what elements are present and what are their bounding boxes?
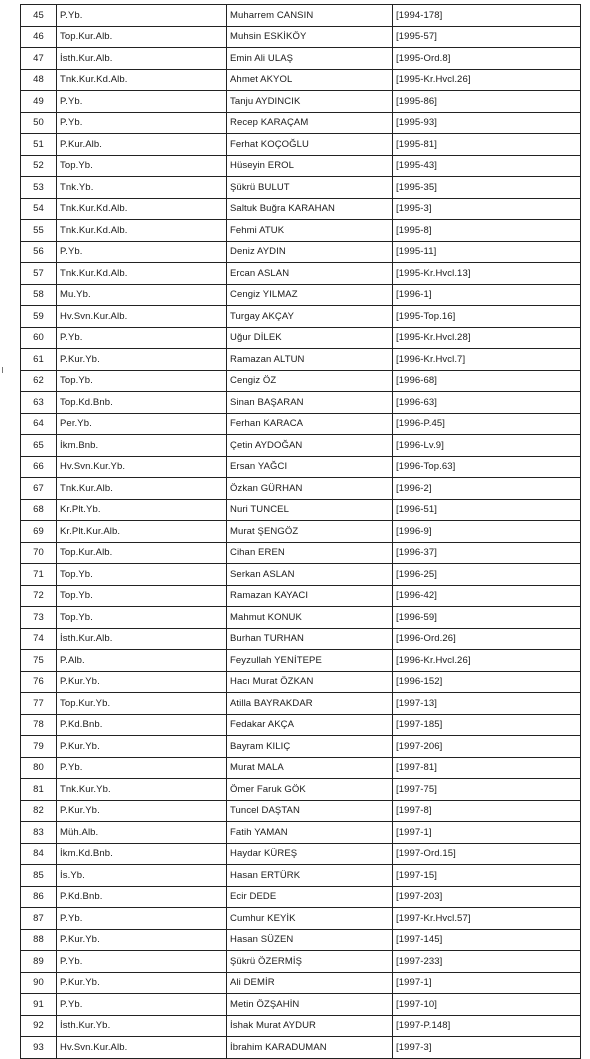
row-number-cell: 91 <box>21 994 57 1016</box>
table-row <box>21 26 581 48</box>
person-name-cell: Ramazan ALTUN <box>227 349 393 371</box>
row-number-cell: 54 <box>21 198 57 220</box>
row-number-cell: 70 <box>21 542 57 564</box>
table-row <box>21 650 581 672</box>
table-row <box>21 693 581 715</box>
table-row <box>21 542 581 564</box>
rank-cell: P.Kur.Yb. <box>57 736 227 758</box>
person-name-cell: Mahmut KONUK <box>227 607 393 629</box>
person-name-cell: Murat MALA <box>227 757 393 779</box>
person-name-cell: Ferhat KOÇOĞLU <box>227 134 393 156</box>
rank-cell: P.Alb. <box>57 650 227 672</box>
decree-reference-cell: [1995-11] <box>393 241 581 263</box>
table-row <box>21 91 581 113</box>
person-name-cell: Deniz AYDIN <box>227 241 393 263</box>
row-number-cell: 68 <box>21 499 57 521</box>
person-name-cell: Çetin AYDOĞAN <box>227 435 393 457</box>
decree-reference-cell: [1996-51] <box>393 499 581 521</box>
row-number-cell: 78 <box>21 714 57 736</box>
decree-reference-cell: [1997-233] <box>393 951 581 973</box>
row-number-cell: 45 <box>21 5 57 27</box>
decree-reference-cell: [1995-81] <box>393 134 581 156</box>
person-name-cell: Murat ŞENGÖZ <box>227 521 393 543</box>
table-row <box>21 865 581 887</box>
person-name-cell: Fedakar AKÇA <box>227 714 393 736</box>
personnel-table-body <box>21 5 581 1059</box>
rank-cell: Tnk.Kur.Yb. <box>57 779 227 801</box>
decree-reference-cell: [1996-37] <box>393 542 581 564</box>
scan-margin-mark <box>2 367 6 373</box>
row-number-cell: 79 <box>21 736 57 758</box>
rank-cell: Top.Kur.Alb. <box>57 26 227 48</box>
decree-reference-cell: [1997-13] <box>393 693 581 715</box>
table-row <box>21 306 581 328</box>
rank-cell: Top.Yb. <box>57 585 227 607</box>
person-name-cell: Haydar KÜREŞ <box>227 843 393 865</box>
rank-cell: Hv.Svn.Kur.Alb. <box>57 306 227 328</box>
row-number-cell: 48 <box>21 69 57 91</box>
row-number-cell: 55 <box>21 220 57 242</box>
table-row <box>21 48 581 70</box>
row-number-cell: 66 <box>21 456 57 478</box>
decree-reference-cell: [1994-178] <box>393 5 581 27</box>
decree-reference-cell: [1997-1] <box>393 972 581 994</box>
row-number-cell: 74 <box>21 628 57 650</box>
decree-reference-cell: [1997-203] <box>393 886 581 908</box>
document-page <box>20 4 580 1059</box>
decree-reference-cell: [1996-Ord.26] <box>393 628 581 650</box>
row-number-cell: 51 <box>21 134 57 156</box>
decree-reference-cell: [1996-25] <box>393 564 581 586</box>
decree-reference-cell: [1997-3] <box>393 1037 581 1059</box>
person-name-cell: Ahmet AKYOL <box>227 69 393 91</box>
table-row <box>21 241 581 263</box>
person-name-cell: Ferhan KARACA <box>227 413 393 435</box>
person-name-cell: Hüseyin EROL <box>227 155 393 177</box>
rank-cell: Top.Kur.Yb. <box>57 693 227 715</box>
person-name-cell: Muharrem CANSIN <box>227 5 393 27</box>
table-row <box>21 155 581 177</box>
row-number-cell: 62 <box>21 370 57 392</box>
row-number-cell: 60 <box>21 327 57 349</box>
row-number-cell: 49 <box>21 91 57 113</box>
table-row <box>21 779 581 801</box>
decree-reference-cell: [1997-Ord.15] <box>393 843 581 865</box>
decree-reference-cell: [1997-Kr.Hvcl.57] <box>393 908 581 930</box>
table-row <box>21 757 581 779</box>
table-row <box>21 843 581 865</box>
person-name-cell: Ramazan KAYACI <box>227 585 393 607</box>
rank-cell: İsth.Kur.Alb. <box>57 48 227 70</box>
decree-reference-cell: [1996-Lv.9] <box>393 435 581 457</box>
decree-reference-cell: [1995-Kr.Hvcl.13] <box>393 263 581 285</box>
row-number-cell: 87 <box>21 908 57 930</box>
decree-reference-cell: [1997-185] <box>393 714 581 736</box>
table-row <box>21 994 581 1016</box>
decree-reference-cell: [1995-Kr.Hvcl.28] <box>393 327 581 349</box>
decree-reference-cell: [1996-2] <box>393 478 581 500</box>
rank-cell: Top.Yb. <box>57 564 227 586</box>
row-number-cell: 67 <box>21 478 57 500</box>
rank-cell: P.Yb. <box>57 951 227 973</box>
person-name-cell: Turgay AKÇAY <box>227 306 393 328</box>
decree-reference-cell: [1997-145] <box>393 929 581 951</box>
rank-cell: Kr.Plt.Yb. <box>57 499 227 521</box>
table-row <box>21 284 581 306</box>
row-number-cell: 75 <box>21 650 57 672</box>
row-number-cell: 47 <box>21 48 57 70</box>
table-row <box>21 736 581 758</box>
table-row <box>21 198 581 220</box>
table-row <box>21 134 581 156</box>
rank-cell: İsth.Kur.Yb. <box>57 1015 227 1037</box>
rank-cell: Top.Yb. <box>57 370 227 392</box>
rank-cell: Top.Yb. <box>57 607 227 629</box>
rank-cell: Mu.Yb. <box>57 284 227 306</box>
decree-reference-cell: [1996-152] <box>393 671 581 693</box>
table-row <box>21 929 581 951</box>
table-row <box>21 478 581 500</box>
person-name-cell: Ersan YAĞCI <box>227 456 393 478</box>
table-row <box>21 822 581 844</box>
person-name-cell: Ali DEMİR <box>227 972 393 994</box>
person-name-cell: Cumhur KEYİK <box>227 908 393 930</box>
row-number-cell: 64 <box>21 413 57 435</box>
row-number-cell: 56 <box>21 241 57 263</box>
row-number-cell: 88 <box>21 929 57 951</box>
rank-cell: Top.Yb. <box>57 155 227 177</box>
row-number-cell: 89 <box>21 951 57 973</box>
person-name-cell: Hasan SÜZEN <box>227 929 393 951</box>
row-number-cell: 71 <box>21 564 57 586</box>
row-number-cell: 69 <box>21 521 57 543</box>
decree-reference-cell: [1996-Top.63] <box>393 456 581 478</box>
person-name-cell: Cihan EREN <box>227 542 393 564</box>
rank-cell: P.Yb. <box>57 757 227 779</box>
person-name-cell: Uğur DİLEK <box>227 327 393 349</box>
row-number-cell: 61 <box>21 349 57 371</box>
decree-reference-cell: [1997-10] <box>393 994 581 1016</box>
person-name-cell: Fehmi ATUK <box>227 220 393 242</box>
table-row <box>21 800 581 822</box>
rank-cell: Top.Kd.Bnb. <box>57 392 227 414</box>
personnel-table <box>20 4 581 1059</box>
person-name-cell: Serkan ASLAN <box>227 564 393 586</box>
rank-cell: Tnk.Kur.Alb. <box>57 478 227 500</box>
row-number-cell: 90 <box>21 972 57 994</box>
person-name-cell: Recep KARAÇAM <box>227 112 393 134</box>
person-name-cell: Şükrü BULUT <box>227 177 393 199</box>
table-row <box>21 349 581 371</box>
table-row <box>21 521 581 543</box>
row-number-cell: 63 <box>21 392 57 414</box>
person-name-cell: Cengiz ÖZ <box>227 370 393 392</box>
person-name-cell: Hasan ERTÜRK <box>227 865 393 887</box>
table-row <box>21 671 581 693</box>
decree-reference-cell: [1995-43] <box>393 155 581 177</box>
person-name-cell: Feyzullah YENİTEPE <box>227 650 393 672</box>
person-name-cell: Ömer Faruk GÖK <box>227 779 393 801</box>
rank-cell: Tnk.Kur.Kd.Alb. <box>57 69 227 91</box>
decree-reference-cell: [1997-75] <box>393 779 581 801</box>
table-row <box>21 327 581 349</box>
table-row <box>21 607 581 629</box>
rank-cell: Kr.Plt.Kur.Alb. <box>57 521 227 543</box>
rank-cell: P.Kd.Bnb. <box>57 714 227 736</box>
decree-reference-cell: [1995-86] <box>393 91 581 113</box>
rank-cell: İsth.Kur.Alb. <box>57 628 227 650</box>
decree-reference-cell: [1996-59] <box>393 607 581 629</box>
rank-cell: P.Kur.Yb. <box>57 800 227 822</box>
table-row <box>21 392 581 414</box>
row-number-cell: 77 <box>21 693 57 715</box>
table-row <box>21 69 581 91</box>
row-number-cell: 52 <box>21 155 57 177</box>
person-name-cell: Saltuk Buğra KARAHAN <box>227 198 393 220</box>
table-row <box>21 499 581 521</box>
person-name-cell: Muhsin ESKİKÖY <box>227 26 393 48</box>
person-name-cell: Şükrü ÖZERMİŞ <box>227 951 393 973</box>
decree-reference-cell: [1995-57] <box>393 26 581 48</box>
table-row <box>21 628 581 650</box>
decree-reference-cell: [1996-Kr.Hvcl.7] <box>393 349 581 371</box>
table-row <box>21 413 581 435</box>
table-row <box>21 1037 581 1059</box>
row-number-cell: 82 <box>21 800 57 822</box>
rank-cell: P.Yb. <box>57 5 227 27</box>
rank-cell: P.Yb. <box>57 994 227 1016</box>
person-name-cell: Atilla BAYRAKDAR <box>227 693 393 715</box>
row-number-cell: 92 <box>21 1015 57 1037</box>
table-row <box>21 886 581 908</box>
table-row <box>21 112 581 134</box>
decree-reference-cell: [1996-42] <box>393 585 581 607</box>
decree-reference-cell: [1996-63] <box>393 392 581 414</box>
rank-cell: P.Kur.Yb. <box>57 349 227 371</box>
table-row <box>21 220 581 242</box>
decree-reference-cell: [1995-8] <box>393 220 581 242</box>
person-name-cell: İshak Murat AYDUR <box>227 1015 393 1037</box>
rank-cell: P.Yb. <box>57 327 227 349</box>
decree-reference-cell: [1995-Ord.8] <box>393 48 581 70</box>
person-name-cell: Ercan ASLAN <box>227 263 393 285</box>
decree-reference-cell: [1996-1] <box>393 284 581 306</box>
decree-reference-cell: [1995-3] <box>393 198 581 220</box>
row-number-cell: 85 <box>21 865 57 887</box>
table-row <box>21 908 581 930</box>
rank-cell: Hv.Svn.Kur.Yb. <box>57 456 227 478</box>
row-number-cell: 58 <box>21 284 57 306</box>
row-number-cell: 53 <box>21 177 57 199</box>
table-row <box>21 951 581 973</box>
rank-cell: Per.Yb. <box>57 413 227 435</box>
decree-reference-cell: [1997-P.148] <box>393 1015 581 1037</box>
person-name-cell: Metin ÖZŞAHİN <box>227 994 393 1016</box>
decree-reference-cell: [1995-93] <box>393 112 581 134</box>
decree-reference-cell: [1995-Kr.Hvcl.26] <box>393 69 581 91</box>
rank-cell: Müh.Alb. <box>57 822 227 844</box>
rank-cell: P.Yb. <box>57 91 227 113</box>
decree-reference-cell: [1995-Top.16] <box>393 306 581 328</box>
decree-reference-cell: [1996-9] <box>393 521 581 543</box>
row-number-cell: 80 <box>21 757 57 779</box>
person-name-cell: Bayram KILIÇ <box>227 736 393 758</box>
decree-reference-cell: [1997-8] <box>393 800 581 822</box>
rank-cell: Tnk.Yb. <box>57 177 227 199</box>
rank-cell: Top.Kur.Alb. <box>57 542 227 564</box>
row-number-cell: 84 <box>21 843 57 865</box>
row-number-cell: 73 <box>21 607 57 629</box>
person-name-cell: Hacı Murat ÖZKAN <box>227 671 393 693</box>
person-name-cell: Özkan GÜRHAN <box>227 478 393 500</box>
row-number-cell: 76 <box>21 671 57 693</box>
rank-cell: İs.Yb. <box>57 865 227 887</box>
row-number-cell: 86 <box>21 886 57 908</box>
person-name-cell: Tanju AYDINCIK <box>227 91 393 113</box>
person-name-cell: Sinan BAŞARAN <box>227 392 393 414</box>
table-row <box>21 714 581 736</box>
rank-cell: P.Kur.Alb. <box>57 134 227 156</box>
rank-cell: Tnk.Kur.Kd.Alb. <box>57 263 227 285</box>
table-row <box>21 972 581 994</box>
person-name-cell: Tuncel DAŞTAN <box>227 800 393 822</box>
table-row <box>21 177 581 199</box>
decree-reference-cell: [1996-P.45] <box>393 413 581 435</box>
table-row <box>21 370 581 392</box>
row-number-cell: 72 <box>21 585 57 607</box>
rank-cell: Hv.Svn.Kur.Alb. <box>57 1037 227 1059</box>
rank-cell: P.Kur.Yb. <box>57 671 227 693</box>
row-number-cell: 65 <box>21 435 57 457</box>
rank-cell: Tnk.Kur.Kd.Alb. <box>57 220 227 242</box>
decree-reference-cell: [1997-81] <box>393 757 581 779</box>
table-row <box>21 585 581 607</box>
rank-cell: P.Yb. <box>57 112 227 134</box>
rank-cell: P.Yb. <box>57 241 227 263</box>
table-row <box>21 435 581 457</box>
decree-reference-cell: [1997-15] <box>393 865 581 887</box>
rank-cell: İkm.Kd.Bnb. <box>57 843 227 865</box>
decree-reference-cell: [1996-Kr.Hvcl.26] <box>393 650 581 672</box>
row-number-cell: 81 <box>21 779 57 801</box>
rank-cell: P.Yb. <box>57 908 227 930</box>
rank-cell: P.Kd.Bnb. <box>57 886 227 908</box>
decree-reference-cell: [1996-68] <box>393 370 581 392</box>
person-name-cell: Cengiz YILMAZ <box>227 284 393 306</box>
table-row <box>21 456 581 478</box>
row-number-cell: 83 <box>21 822 57 844</box>
row-number-cell: 46 <box>21 26 57 48</box>
table-row <box>21 564 581 586</box>
table-row <box>21 5 581 27</box>
rank-cell: P.Kur.Yb. <box>57 972 227 994</box>
person-name-cell: Burhan TURHAN <box>227 628 393 650</box>
row-number-cell: 50 <box>21 112 57 134</box>
person-name-cell: Fatih YAMAN <box>227 822 393 844</box>
person-name-cell: İbrahim KARADUMAN <box>227 1037 393 1059</box>
rank-cell: P.Kur.Yb. <box>57 929 227 951</box>
table-row <box>21 263 581 285</box>
row-number-cell: 59 <box>21 306 57 328</box>
rank-cell: Tnk.Kur.Kd.Alb. <box>57 198 227 220</box>
decree-reference-cell: [1997-206] <box>393 736 581 758</box>
person-name-cell: Nuri TUNCEL <box>227 499 393 521</box>
decree-reference-cell: [1997-1] <box>393 822 581 844</box>
row-number-cell: 57 <box>21 263 57 285</box>
decree-reference-cell: [1995-35] <box>393 177 581 199</box>
table-row <box>21 1015 581 1037</box>
row-number-cell: 93 <box>21 1037 57 1059</box>
rank-cell: İkm.Bnb. <box>57 435 227 457</box>
person-name-cell: Ecir DEDE <box>227 886 393 908</box>
person-name-cell: Emin Ali ULAŞ <box>227 48 393 70</box>
